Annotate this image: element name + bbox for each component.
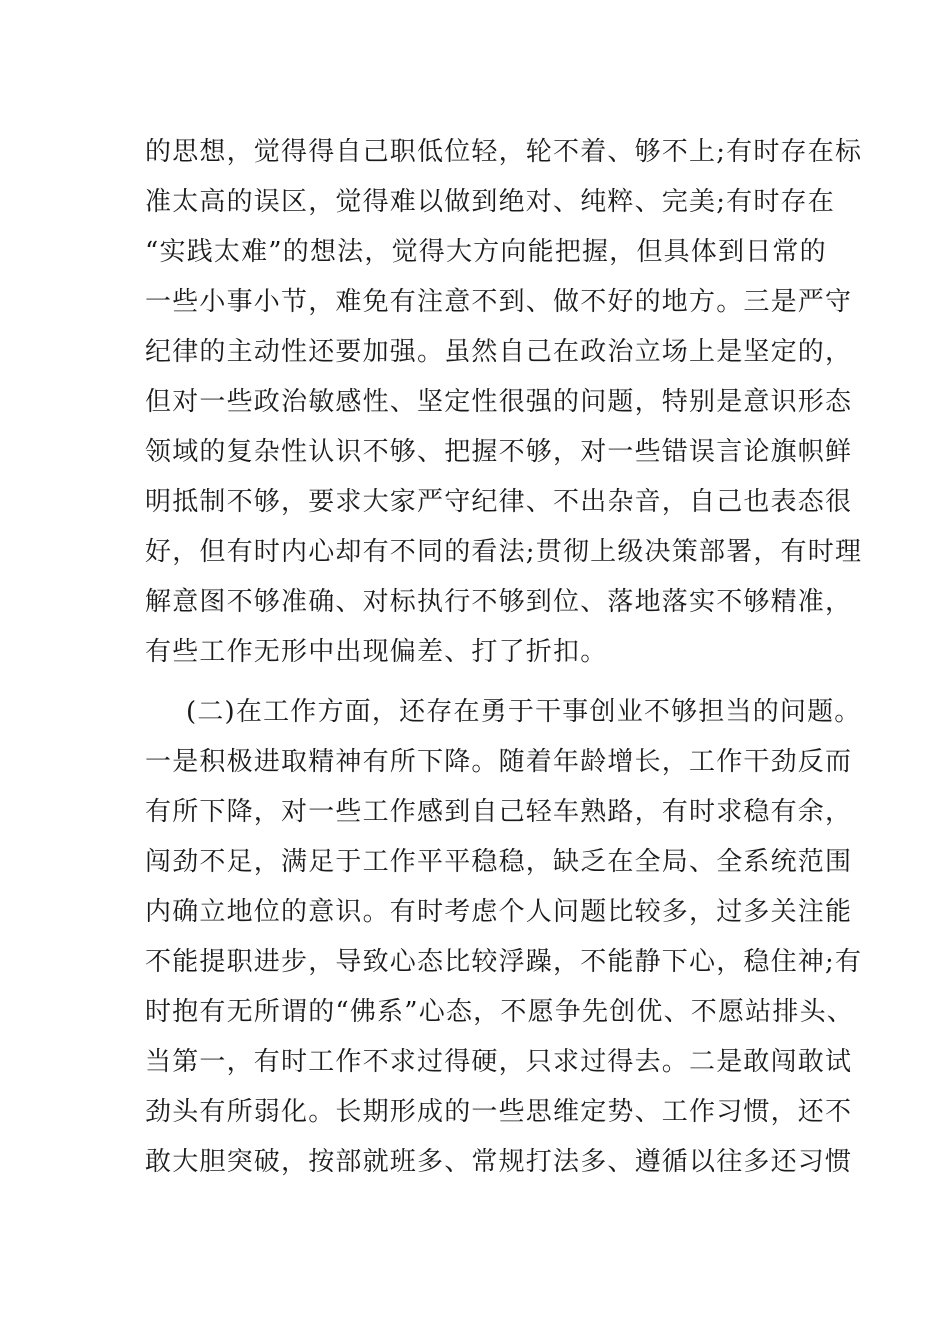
text-line: 闯劲不足，满足于工作平平稳稳，缺乏在全局、全系统范围 [145, 847, 853, 877]
text-line: 一些小事小节，难免有注意不到、做不好的地方。三是严守 [145, 287, 853, 317]
text-line: 纪律的主动性还要加强。虽然自己在政治立场上是坚定的， [145, 337, 853, 367]
text-line: 好，但有时内心却有不同的看法;贯彻上级决策部署，有时理 [145, 537, 863, 567]
text-line: “实践太难”的想法，觉得大方向能把握，但具体到日常的 [145, 237, 827, 267]
text-line: 敢大胆突破，按部就班多、常规打法多、遵循以往多还习惯 [145, 1147, 853, 1177]
text-line: 解意图不够准确、对标执行不够到位、落地落实不够精准， [145, 587, 853, 617]
text-line: 准太高的误区，觉得难以做到绝对、纯粹、完美;有时存在 [145, 187, 835, 217]
text-line: 的思想，觉得得自己职低位轻，轮不着、够不上;有时存在标 [145, 137, 863, 167]
text-line: 内确立地位的意识。有时考虑个人问题比较多，过多关注能 [145, 897, 853, 927]
text-line: 明抵制不够，要求大家严守纪律、不出杂音，自己也表态很 [145, 487, 853, 517]
text-line: 劲头有所弱化。长期形成的一些思维定势、工作习惯，还不 [145, 1097, 853, 1127]
text-line: 一是积极进取精神有所下降。随着年龄增长，工作干劲反而 [145, 747, 853, 777]
text-line: 领域的复杂性认识不够、把握不够，对一些错误言论旗帜鲜 [145, 437, 853, 467]
text-line: 有所下降，对一些工作感到自己轻车熟路，有时求稳有余， [145, 797, 853, 827]
text-line: 但对一些政治敏感性、坚定性很强的问题，特别是意识形态 [145, 387, 853, 417]
section-heading-line: (二)在工作方面，还存在勇于干事创业不够担当的问题。 [186, 697, 862, 727]
text-line: 当第一，有时工作不求过得硬，只求过得去。二是敢闯敢试 [145, 1047, 853, 1077]
text-line: 时抱有无所谓的“佛系”心态，不愿争先创优、不愿站排头、 [145, 997, 854, 1027]
text-line: 有些工作无形中出现偏差、打了折扣。 [145, 637, 608, 667]
text-line: 不能提职进步，导致心态比较浮躁，不能静下心，稳住神;有 [145, 947, 863, 977]
